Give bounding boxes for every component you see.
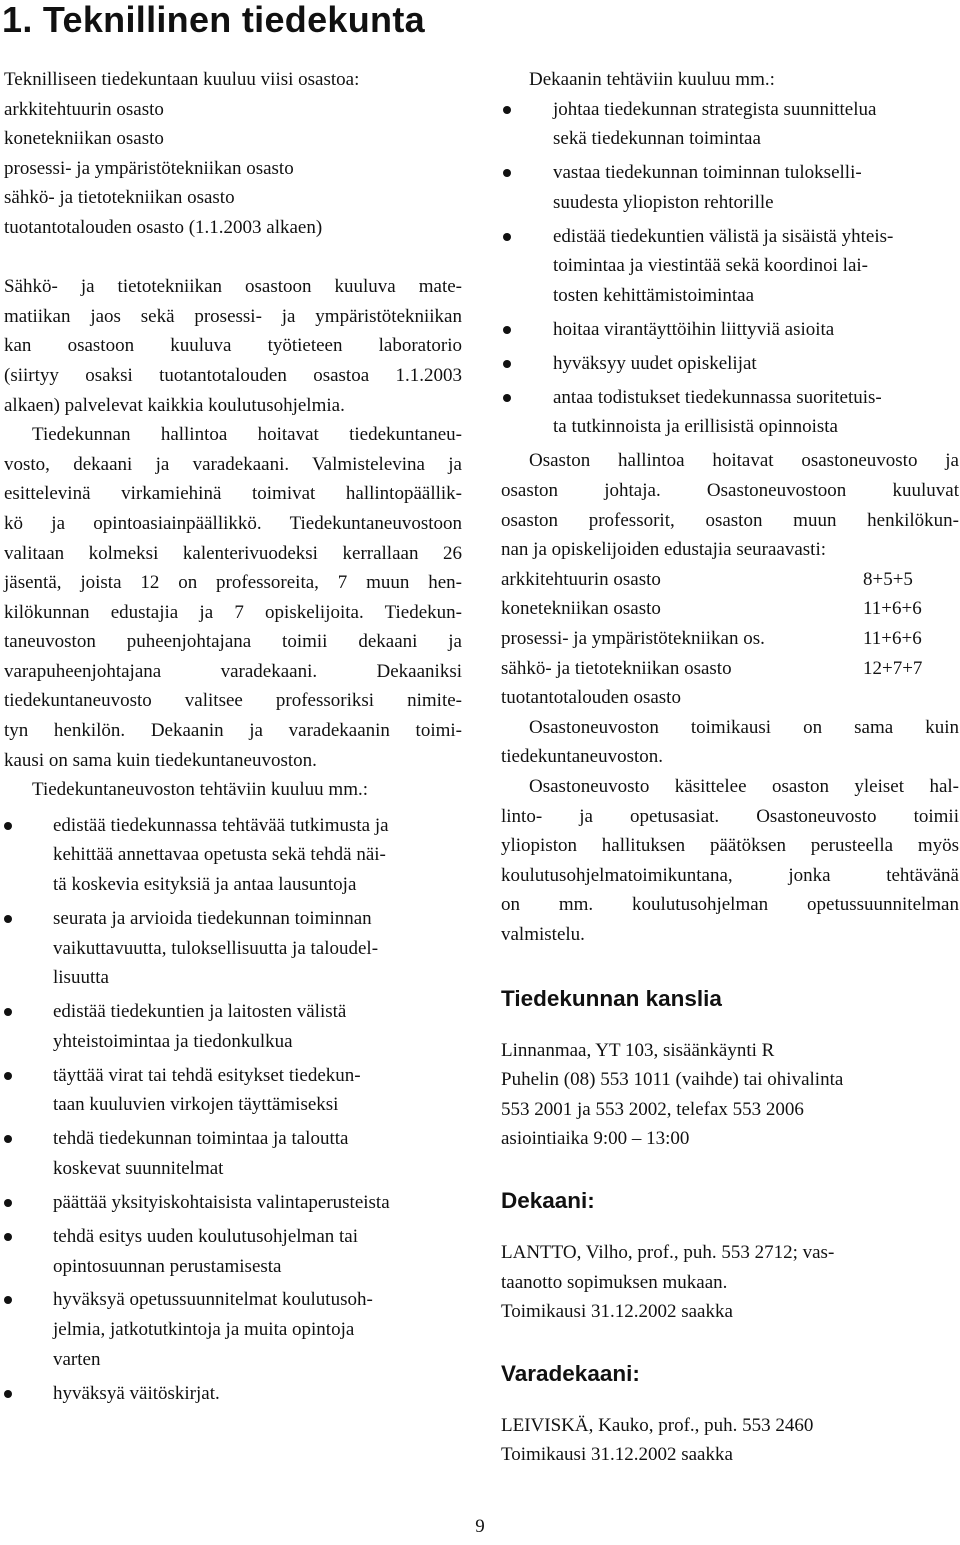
text-line: on mm. koulutusohjelman opetussuunnitelman	[501, 894, 959, 916]
bullet-icon	[4, 1199, 12, 1207]
right-column	[501, 65, 959, 1470]
text-line: valitaan kolmeksi kalenterivuodeksi kerrallaan 26	[4, 542, 462, 564]
text-line: tyn henkilön. Dekaanin ja varadekaanin toimi-	[4, 720, 462, 742]
text-line: alkaen) palvelevat kaikkia koulutusohjelmia.	[4, 394, 345, 416]
bullet-icon	[4, 1233, 12, 1241]
text-line: (siirtyy osaksi tuotantotalouden osastoa 1.1.2003	[4, 364, 462, 386]
department-item: tuotantotalouden osasto (1.1.2003 alkaen)	[4, 216, 323, 238]
office-contact	[501, 1036, 959, 1154]
dean-tasks-list	[501, 95, 959, 442]
bullet-icon	[4, 1390, 12, 1398]
text-line: kilökunnan edustajia ja 7 opiskelijoita. Tiedekun-	[4, 601, 462, 623]
intro-block	[4, 65, 462, 243]
text-line: LEIVISKÄ, Kauko, prof., puh. 553 2460	[501, 1414, 814, 1436]
department-item: sähkö- ja tietotekniikan osasto	[4, 187, 235, 209]
text-line: Osastoneuvoston toimikausi on sama kuin	[529, 716, 959, 738]
table-row: konetekniikan osasto 11+6+6	[501, 598, 922, 620]
table-row: sähkö- ja tietotekniikan osasto 12+7+7	[501, 657, 923, 679]
department-item: konetekniikan osasto	[4, 128, 164, 150]
paragraph-shared-units	[4, 272, 462, 420]
department-item: arkkitehtuurin osasto	[4, 98, 164, 120]
text-line: tiedekuntaneuvosto valitsee professoriksi nimite-	[4, 690, 462, 712]
text-line: taanotto sopimuksen mukaan.	[501, 1271, 728, 1293]
paragraph-administration	[4, 420, 462, 775]
text-line: varapuheenjohtajana varadekaani. Dekaaniksi	[4, 660, 462, 682]
list-item: edistää tiedekuntien ja laitosten välistä yhteistoimintaa ja tiedonkulkua	[4, 997, 462, 1056]
bullet-icon	[4, 1072, 12, 1080]
page-number: 9	[475, 1516, 485, 1537]
list-item: johtaa tiedekunnan strategista suunnittelua sekä tiedekunnan toimintaa	[501, 95, 959, 154]
page-title: 1. Teknillinen tiedekunta	[2, 0, 425, 40]
council-tasks-heading: Tiedekuntaneuvoston tehtäviin kuuluu mm.:	[32, 779, 368, 801]
list-item: seurata ja arvioida tiedekunnan toiminnan vaikuttavuutta, tuloksellisuutta ja taloudel- lisuutta	[4, 904, 462, 993]
text-line: Sähkö- ja tietotekniikan osastoon kuuluva mate-	[4, 276, 462, 298]
text-line: Tiedekunnan hallintoa hoitavat tiedekuntaneu-	[32, 424, 462, 446]
list-item: vastaa tiedekunnan toiminnan tulokselli- suudesta yliopiston rehtorille	[501, 158, 959, 217]
paragraph-department-admin	[501, 446, 959, 564]
table-row: arkkitehtuurin osasto 8+5+5	[501, 568, 913, 590]
bullet-icon	[4, 1296, 12, 1304]
bullet-icon	[4, 915, 12, 923]
bullet-icon	[503, 360, 511, 368]
list-item: tehdä tiedekunnan toimintaa ja taloutta koskevat suunnitelmat	[4, 1124, 462, 1183]
text-line: osaston johtaja. Osastoneuvostoon kuuluvat	[501, 480, 959, 502]
list-item: tehdä esitys uuden koulutusohjelman tai opintosuunnan perustamisesta	[4, 1222, 462, 1281]
office-heading: Tiedekunnan kanslia	[501, 985, 722, 1011]
bullet-icon	[503, 233, 511, 241]
list-item: edistää tiedekuntien välistä ja sisäistä yhteis- toimintaa ja viestintää sekä koordinoi lai- tosten kehittämistoimintaa	[501, 222, 959, 311]
bullet-icon	[503, 169, 511, 177]
paragraph-term	[501, 713, 959, 772]
bullet-icon	[503, 326, 511, 334]
text-line: esittelevinä virkamiehinä toimivat hallintopäällik-	[4, 483, 462, 505]
list-item: edistää tiedekunnassa tehtävää tutkimusta ja kehittää annettavaa opetusta sekä tehdä näi- tä koskevia esityksiä ja antaa lausuntoja	[4, 811, 462, 900]
text-line: yliopiston hallituksen päätöksen perusteella myös	[501, 835, 959, 857]
text-line: taneuvoston puheenjohtajana toimii dekaani ja	[4, 631, 462, 653]
text-line: linto- ja opetusasiat. Osastoneuvosto toimii	[501, 805, 959, 827]
paragraph-department-council	[501, 772, 959, 950]
council-tasks-list	[4, 811, 462, 1408]
dean-tasks-heading: Dekaanin tehtäviin kuuluu mm.:	[529, 69, 775, 90]
intro-line: Teknilliseen tiedekuntaan kuuluu viisi osastoa:	[4, 69, 360, 90]
text-line: vosto, dekaani ja varadekaani. Valmistelevina ja	[4, 453, 462, 475]
list-item: antaa todistukset tiedekunnassa suoritetuis- ta tutkinnoista ja erillisistä opinnoista	[501, 383, 959, 442]
bullet-icon	[4, 1008, 12, 1016]
text-line: LANTTO, Vilho, prof., puh. 553 2712; vas-	[501, 1241, 835, 1263]
text-line: asiointiaika 9:00 – 13:00	[501, 1128, 690, 1150]
text-line: valmistelu.	[501, 923, 585, 945]
dean-heading: Dekaani:	[501, 1187, 595, 1213]
text-line: Toimikausi 31.12.2002 saakka	[501, 1301, 733, 1323]
text-line: Puhelin (08) 553 1011 (vaihde) tai ohivalinta	[501, 1069, 844, 1091]
bullet-icon	[503, 394, 511, 402]
table-row: prosessi- ja ympäristötekniikan os. 11+6+6	[501, 628, 922, 650]
text-line: nan ja opiskelijoiden edustajia seuraavasti:	[501, 539, 827, 561]
vice-dean-heading: Varadekaani:	[501, 1360, 640, 1386]
dean-info	[501, 1238, 959, 1327]
bullet-icon	[4, 822, 12, 830]
text-line: 553 2001 ja 553 2002, telefax 553 2006	[501, 1098, 804, 1120]
text-line: tiedekuntaneuvoston.	[501, 746, 663, 768]
text-line: jäsentä, joista 12 on professoreita, 7 muun hen-	[4, 572, 462, 594]
text-line: osaston professorit, osaston muun henkilökun-	[501, 509, 959, 531]
list-item: hyväksyy uudet opiskelijat	[501, 349, 959, 379]
department-item: prosessi- ja ympäristötekniikan osasto	[4, 157, 294, 179]
text-line: kausi on sama kuin tiedekuntaneuvoston.	[4, 749, 317, 771]
list-item: hyväksyä opetussuunnitelmat koulutusoh- jelmia, jatkotutkintoja ja muita opintoja varten	[4, 1285, 462, 1374]
bullet-icon	[503, 106, 511, 114]
text-line: kö ja opintoasiainpäällikkö. Tiedekuntaneuvostoon	[4, 512, 462, 534]
bullet-icon	[4, 1135, 12, 1143]
text-line: Osaston hallintoa hoitavat osastoneuvosto ja	[529, 450, 959, 472]
left-column	[4, 65, 462, 1413]
department-seats-table	[501, 565, 959, 713]
text-line: Osastoneuvosto käsittelee osaston yleiset hal-	[529, 776, 959, 797]
list-item: hoitaa virantäyttöihin liittyviä asioita	[501, 315, 959, 345]
vice-dean-info	[501, 1411, 959, 1470]
text-line: koulutusohjelmatoimikuntana, jonka tehtävänä	[501, 864, 959, 886]
list-item: päättää yksityiskohtaisista valintaperusteista	[4, 1188, 462, 1218]
list-item: täyttää virat tai tehdä esitykset tiedekun- taan kuuluvien virkojen täyttämiseksi	[4, 1061, 462, 1120]
text-line: Toimikausi 31.12.2002 saakka	[501, 1444, 733, 1466]
text-line: Linnanmaa, YT 103, sisäänkäynti R	[501, 1039, 775, 1061]
text-line: kan osastoon kuuluva työtieteen laboratorio	[4, 335, 462, 357]
list-item: hyväksyä väitöskirjat.	[4, 1379, 462, 1409]
text-line: matiikan jaos sekä prosessi- ja ympäristötekniikan	[4, 305, 462, 327]
table-row: tuotantotalouden osasto	[501, 687, 681, 709]
